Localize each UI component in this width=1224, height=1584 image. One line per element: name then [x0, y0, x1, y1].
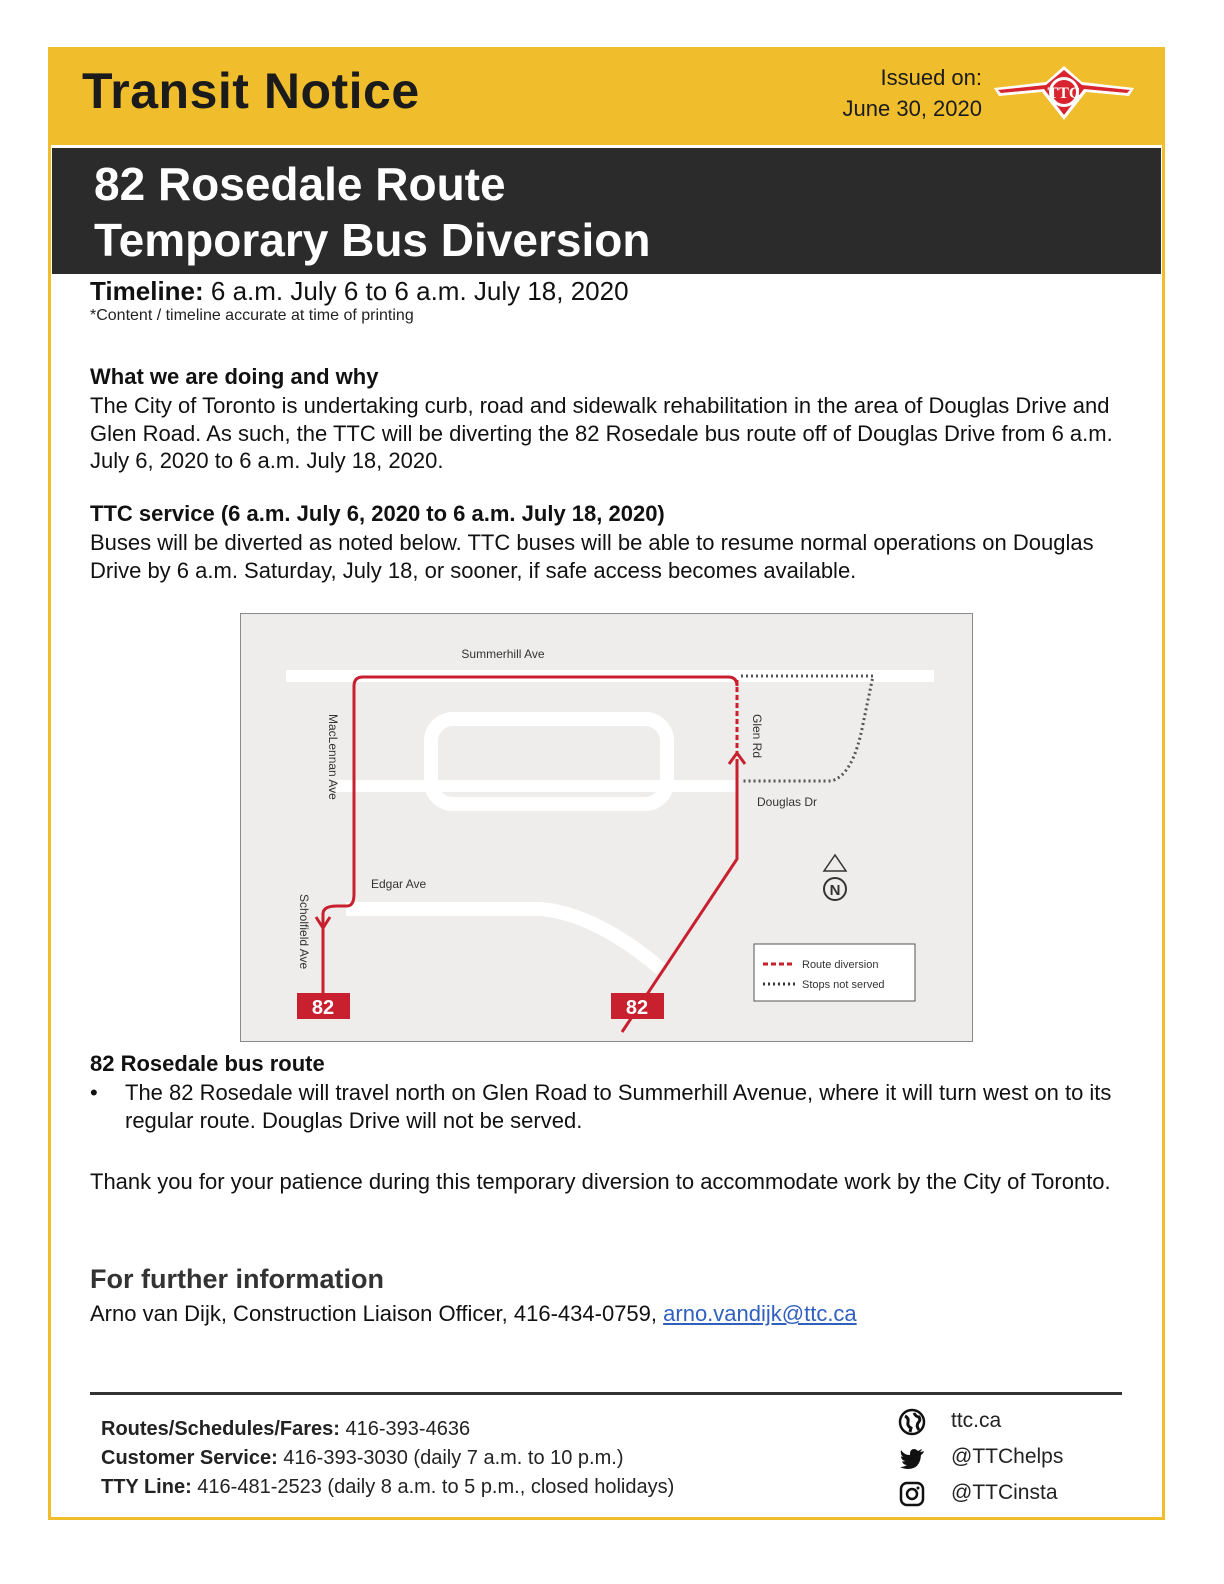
route-heading: 82 Rosedale bus route: [90, 1051, 325, 1076]
issued-block: [843, 62, 982, 124]
footer-contacts: [101, 1415, 674, 1502]
social-website-label: ttc.ca: [951, 1409, 1002, 1432]
regular-route-line: [323, 677, 737, 1009]
north-label: N: [829, 882, 841, 899]
legend-not-served-label: Stops not served: [802, 979, 885, 991]
issued-date: June 30, 2020: [842, 96, 982, 121]
maclennan-label: MacLennan Ave: [326, 714, 340, 800]
timeline: [90, 276, 629, 307]
douglas-road: [336, 780, 736, 792]
timeline-value: 6 a.m. July 6 to 6 a.m. July 18, 2020: [203, 276, 629, 306]
globe-icon: [898, 1408, 926, 1436]
notice-heading-line1: 82 Rosedale Route: [94, 158, 506, 210]
footer-tty-value: 416-481-2523 (daily 8 a.m. to 5 p.m., closed holidays): [191, 1476, 675, 1498]
route-bullet-text: The 82 Rosedale will travel north on Glen Road to Summerhill Avenue, where it will turn west on to its regular route. Douglas Drive will not be served.: [125, 1080, 1112, 1133]
social-website[interactable]: [898, 1404, 1138, 1440]
service-body: Buses will be diverted as noted below. TTC buses will be able to resume normal operations on Douglas Drive by 6 a.m. Saturday, July 18, or sooner, if safe access becomes available.: [90, 530, 1094, 583]
footer-tty: [101, 1473, 674, 1502]
glen-label: Glen Rd: [750, 714, 764, 759]
notice-heading: [94, 156, 650, 268]
contact-email-link[interactable]: arno.vandijk@ttc.ca: [663, 1301, 857, 1326]
contact-line: [90, 1301, 857, 1327]
footer-divider: [90, 1392, 1122, 1395]
footer-tty-label: TTY Line:: [101, 1476, 192, 1498]
social-twitter[interactable]: [898, 1440, 1138, 1476]
twitter-icon: [898, 1444, 926, 1472]
social-instagram-label: @TTCinsta: [951, 1481, 1058, 1504]
notice-heading-line2: Temporary Bus Diversion: [94, 214, 651, 266]
footer-routes-label: Routes/Schedules/Fares:: [101, 1418, 340, 1440]
social-instagram[interactable]: [898, 1476, 1138, 1512]
footer-routes-value: 416-393-4636: [339, 1418, 471, 1440]
ttc-logo: [994, 62, 1134, 124]
instagram-icon: [898, 1480, 926, 1508]
footer-cs-label: Customer Service:: [101, 1447, 278, 1469]
timeline-label: Timeline:: [90, 276, 204, 306]
thanks-text: Thank you for your patience during this temporary diversion to accommodate work by the City of Toronto.: [90, 1169, 1111, 1194]
timeline-note: *Content / timeline accurate at time of printing: [90, 307, 414, 324]
summerhill-label: Summerhill Ave: [461, 647, 545, 661]
issued-label: Issued on:: [880, 65, 982, 90]
scholfield-label: Scholfield Ave: [297, 894, 311, 970]
social-twitter-label: @TTChelps: [951, 1445, 1064, 1468]
edgar-road: [346, 909, 661, 969]
footer-cs-value: 416-393-3030 (daily 7 a.m. to 10 p.m.): [277, 1447, 624, 1469]
map-legend: [754, 944, 915, 1001]
north-triangle: [824, 855, 846, 871]
page-title: Transit Notice: [82, 63, 420, 119]
svg-text:TTC: TTC: [1047, 85, 1081, 102]
social-links: [898, 1404, 1138, 1512]
bullet-icon: •: [90, 1080, 98, 1105]
what-heading: What we are doing and why: [90, 364, 379, 389]
douglas-label: Douglas Dr: [757, 795, 818, 809]
contact-text: Arno van Dijk, Construction Liaison Officer, 416-434-0759,: [90, 1301, 664, 1326]
route-badge-right: 82: [625, 997, 649, 1019]
diversion-map: [240, 613, 973, 1042]
footer-routes: [101, 1415, 674, 1444]
edgar-label: Edgar Ave: [371, 877, 427, 891]
footer-customer-service: [101, 1444, 674, 1473]
further-heading: For further information: [90, 1264, 384, 1294]
route-badge-left: 82: [311, 997, 335, 1019]
legend-diversion-label: Route diversion: [802, 959, 879, 971]
what-body: The City of Toronto is undertaking curb, road and sidewalk rehabilitation in the area of Douglas Drive and Glen Road. As such, the TTC will be diverting the 82 Rosedale bus route off of Douglas Drive from 6 a.m. July 6, 2020 to 6 a.m. July 18, 2020.: [90, 393, 1113, 473]
map-canvas: [241, 614, 974, 1043]
service-heading: TTC service (6 a.m. July 6, 2020 to 6 a.m. July 18, 2020): [90, 501, 665, 526]
